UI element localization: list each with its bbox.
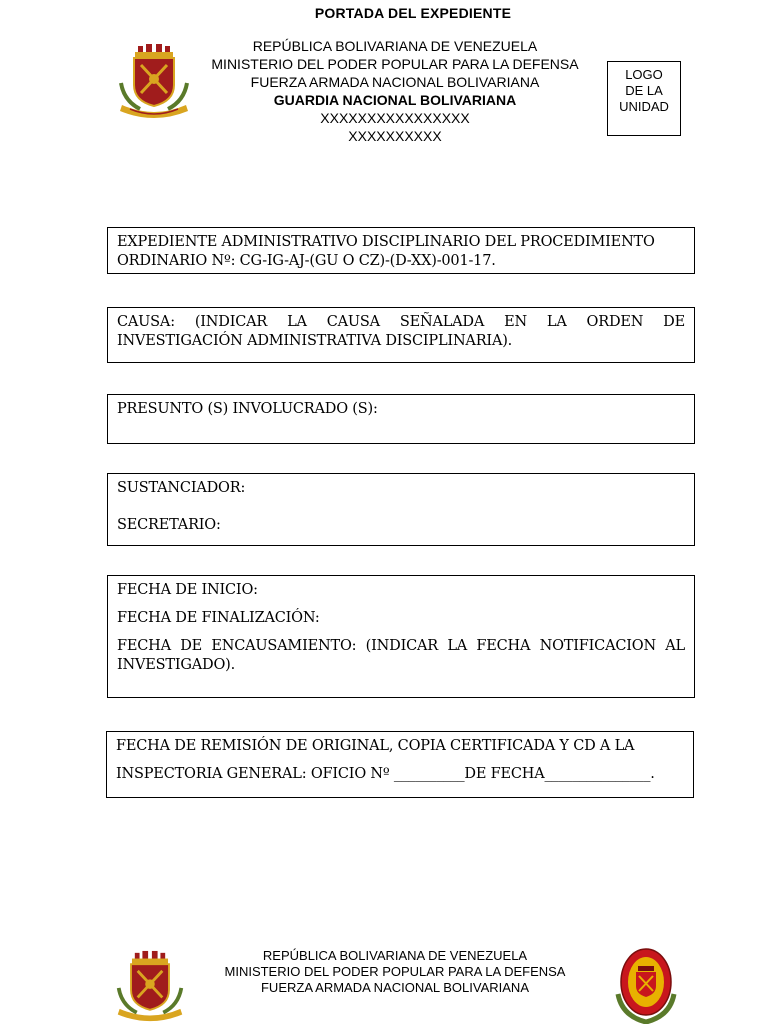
footer-republic-line: REPÚBLICA BOLIVARIANA DE VENEZUELA <box>262 948 528 963</box>
remision-line-1: FECHA DE REMISIÓN DE ORIGINAL, COPIA CERTIFICADA Y CD A LA <box>116 738 635 754</box>
logo-placeholder-line-3: UNIDAD <box>619 99 669 114</box>
remision-box <box>106 731 694 798</box>
header-fanb-line: FUERZA ARMADA NACIONAL BOLIVARIANA <box>250 74 540 90</box>
logo-placeholder-line-2: DE LA <box>625 83 663 98</box>
sustanciador-label: SUSTANCIADOR: <box>117 480 246 496</box>
header-republic-line: REPÚBLICA BOLIVARIANA DE VENEZUELA <box>252 38 538 54</box>
fecha-encausamiento-text: FECHA DE ENCAUSAMIENTO: (INDICAR LA FECHA NOTIFICACION AL INVESTIGADO). <box>117 638 685 673</box>
fecha-finalizacion-label: FECHA DE FINALIZACIÓN: <box>117 610 320 626</box>
page-title: PORTADA DEL EXPEDIENTE <box>314 5 512 21</box>
header-ministry-line: MINISTERIO DEL PODER POPULAR PARA LA DEFENSA <box>211 56 579 72</box>
expediente-line-1: EXPEDIENTE ADMINISTRATIVO DISCIPLINARIO DEL PROCEDIMIENTO <box>117 234 655 250</box>
header-placeholder-line-1: XXXXXXXXXXXXXXXX <box>320 110 470 126</box>
footer-oval-badge-emblem <box>612 946 680 1024</box>
expediente-box <box>107 227 695 274</box>
fecha-inicio-label: FECHA DE INICIO: <box>117 582 258 598</box>
causa-box <box>107 307 695 363</box>
unit-logo-placeholder <box>607 61 681 136</box>
causa-text: CAUSA: (INDICAR LA CAUSA SEÑALADA EN LA ORDEN DE INVESTIGACIÓN ADMINISTRATIVA DISCIPLINARIA). <box>117 314 685 349</box>
footer-institution-block <box>200 948 590 996</box>
header-gnb-line: GUARDIA NACIONAL BOLIVARIANA <box>273 92 517 108</box>
presunto-involucrado-box <box>107 394 695 444</box>
sustanciador-secretario-box <box>107 473 695 546</box>
fechas-box <box>107 575 695 698</box>
expediente-line-2: ORDINARIO Nº: CG-IG-AJ-(GU O CZ)-(D-XX)-001-17. <box>117 253 496 269</box>
remision-line-2: INSPECTORIA GENERAL: OFICIO Nº __________DE FECHA_______________. <box>116 766 655 782</box>
presunto-involucrado-label: PRESUNTO (S) INVOLUCRADO (S): <box>117 401 378 417</box>
footer-ministry-line: MINISTERIO DEL PODER POPULAR PARA LA DEFENSA <box>224 964 566 979</box>
footer-fanb-line: FUERZA ARMADA NACIONAL BOLIVARIANA <box>260 980 529 995</box>
secretario-label: SECRETARIO: <box>117 517 221 533</box>
logo-placeholder-line-1: LOGO <box>625 67 663 82</box>
footer-gnb-crest-emblem <box>112 950 188 1024</box>
header-placeholder-line-2: XXXXXXXXXX <box>348 128 442 144</box>
header-institution-block <box>175 37 615 145</box>
